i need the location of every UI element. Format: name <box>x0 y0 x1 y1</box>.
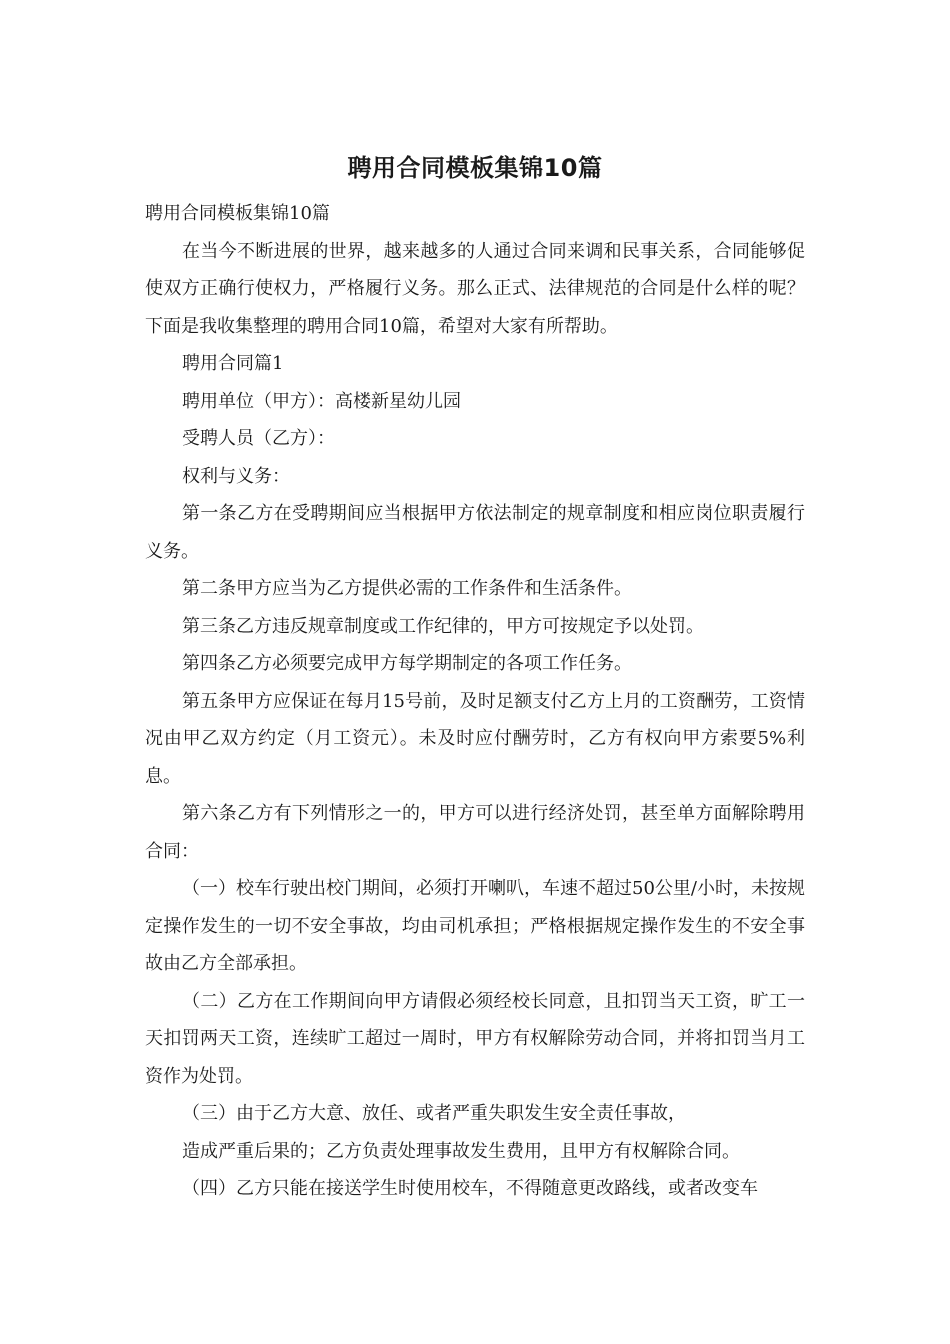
document-paragraph: （三）由于乙方大意、放任、或者严重失职发生安全责任事故， <box>182 1103 686 1124</box>
document-paragraph: 在当今不断进展的世界，越来越多的人通过合同来调和民事关系，合同能够促使双方正确行使权力，严格履行义务。那么正式、法律规范的合同是什么样的呢？下面是我收集整理的聘用合同10篇，希望对大家有所帮助。 <box>145 240 805 337</box>
document-paragraph: 聘用单位（甲方）：高楼新星幼儿园 <box>182 390 461 412</box>
document-paragraph: 造成严重后果的；乙方负责处理事故发生费用，且甲方有权解除合同。 <box>182 1140 740 1162</box>
document-paragraph: 聘用合同篇1 <box>182 353 284 374</box>
document-subtitle: 聘用合同模板集锦10篇 <box>145 203 330 224</box>
document-paragraph: 第一条乙方在受聘期间应当根据甲方依法制定的规章制度和相应岗位职责履行义务。 <box>145 503 805 562</box>
document-paragraph: 第六条乙方有下列情形之一的，甲方可以进行经济处罚，甚至单方面解除聘用合同： <box>145 803 805 862</box>
document-paragraph: 第五条甲方应保证在每月15号前，及时足额支付乙方上月的工资酬劳，工资情况由甲乙双方约定（月工资元）。未及时应付酬劳时，乙方有权向甲方索要5%利息。 <box>145 690 805 787</box>
document-body <box>145 195 805 1208</box>
document-paragraph: 第二条甲方应当为乙方提供必需的工作条件和生活条件。 <box>182 578 632 599</box>
document-paragraph: （一）校车行驶出校门期间，必须打开喇叭，车速不超过50公里/小时，未按规定操作发生的一切不安全事故，均由司机承担；严格根据规定操作发生的不安全事故由乙方全部承担。 <box>145 878 805 974</box>
document-paragraph: 第四条乙方必须要完成甲方每学期制定的各项工作任务。 <box>182 653 632 674</box>
document-paragraph: 权利与义务： <box>182 465 290 487</box>
document-paragraph: 受聘人员（乙方）： <box>182 428 335 449</box>
document-paragraph: 第三条乙方违反规章制度或工作纪律的，甲方可按规定予以处罚。 <box>182 615 704 637</box>
document-paragraph: （四）乙方只能在接送学生时使用校车，不得随意更改路线，或者改变车 <box>182 1178 758 1199</box>
document-title: 聘用合同模板集锦10篇 <box>347 154 603 182</box>
document-paragraph: （二）乙方在工作期间向甲方请假必须经校长同意，且扣罚当天工资，旷工一天扣罚两天工资，连续旷工超过一周时，甲方有权解除劳动合同，并将扣罚当月工资作为处罚。 <box>145 990 805 1087</box>
